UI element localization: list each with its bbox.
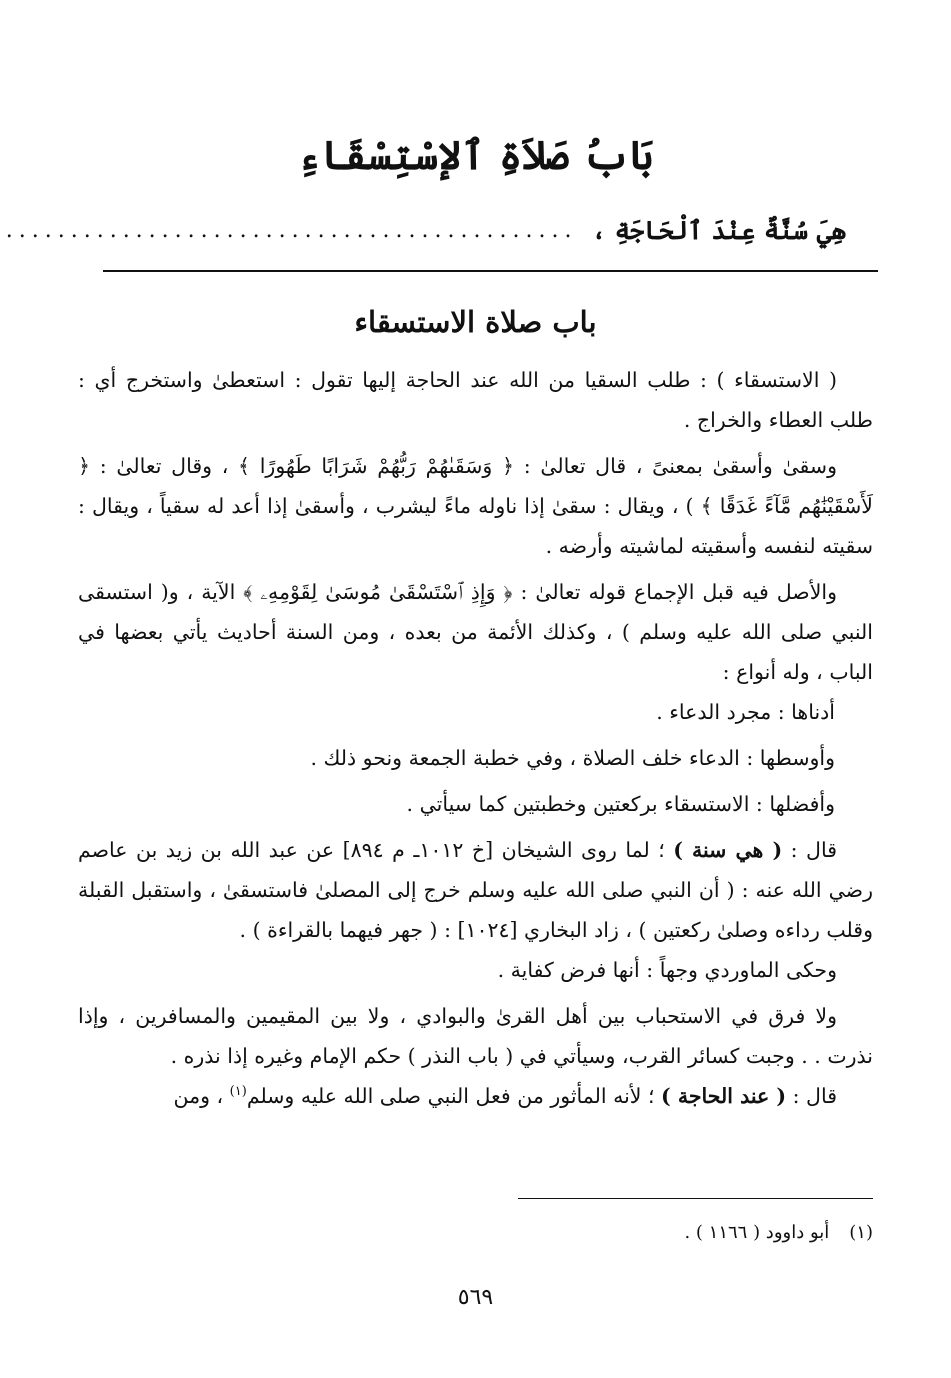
matn-dots: ............................................ — [5, 217, 578, 243]
list-item-middle: وأوسطها : الدعاء خلف الصلاة ، وفي خطبة الجمعة ونحو ذلك . — [310, 746, 835, 770]
commentary-body — [78, 360, 873, 1116]
paragraph-definition: ( الاستسقاء ) : طلب السقيا من الله عند الحاجة إليها تقول : استعطىٰ واستخرج أي : طلب العطاء والخراج . — [78, 368, 873, 432]
chapter-title: بَابُ صَلاَةِ ٱلإسْتِسْقَاءِ — [297, 132, 654, 179]
paragraph-need: قال : ( عند الحاجة ) ؛ لأنه المأثور من فعل النبي صلى الله عليه وسلم$^{(١)}$ ، ومن — [173, 1084, 837, 1108]
footnote-divider — [518, 1198, 873, 1199]
matn-quote: ( هي سنة ) — [673, 838, 783, 862]
footnote-text: أبو داوود ( ١١٦٦ ) . — [684, 1222, 830, 1243]
paragraph-mawardi: وحكى الماوردي وجهاً : أنها فرض كفاية . — [497, 958, 837, 982]
paragraph-no-difference: ولا فرق في الاستحباب بين أهل القرىٰ والبوادي ، ولا بين المقيمين والمسافرين ، وإذا نذرت . . وجبت كسائر القرب، وسيأتي في ( باب النذر ) حكم الإمام وغيره إذا نذره . — [78, 1004, 873, 1068]
footnote-marker[interactable]: (١) — [229, 1084, 247, 1100]
page-number: ٥٦٩ — [457, 1285, 494, 1310]
matn-quote: ( عند الحاجة ) — [661, 1084, 787, 1108]
list-item-best: وأفضلها : الاستسقاء بركعتين وخطبتين كما سيأتي . — [406, 792, 835, 816]
footnote-number: (١) — [849, 1222, 873, 1243]
footnote — [373, 1218, 873, 1248]
section-title: باب صلاة الاستسقاء — [354, 305, 597, 339]
matn-line — [5, 210, 846, 250]
matn-text: هِيَ سُنَّةٌ عِنْدَ ٱلْحَاجَةِ ، — [591, 215, 846, 245]
list-item-lowest: أدناها : مجرد الدعاء . — [656, 700, 835, 724]
paragraph-linguistic: وسقىٰ وأسقىٰ بمعنىً ، قال تعالىٰ : ﴿ وَسَقَىٰهُمْ رَبُّهُمْ شَرَابًا طَهُورًا ﴾ ، وقال تعالىٰ : ﴿ لَأَسْقَيْنَٰهُم مَّآءً غَدَقًا ﴾ ) ، ويقال : سقىٰ إذا ناوله ماءً ليشرب ، وأسقىٰ إذا أعد له سقياً ، ويقال : سقيته لنفسه وأسقيته لماشيته وأرضه . — [78, 454, 873, 558]
matn-divider — [103, 270, 878, 272]
paragraph-evidence: والأصل فيه قبل الإجماع قوله تعالىٰ : ﴿ وَإِذِ ٱسْتَسْقَىٰ مُوسَىٰ لِقَوْمِهِۦ ﴾ الآية ، و( استسقى النبي صلى الله عليه وسلم ) ، وكذلك الأئمة من بعده ، ومن السنة أحاديث يأتي بعضها في الباب ، وله أنواع : — [78, 580, 873, 684]
paragraph-sunnah-hadith: قال : ( هي سنة ) ؛ لما روى الشيخان [خ ١٠١٢ـ م ٨٩٤] عن عبد الله بن زيد بن عاصم رضي الله عنه : ( أن النبي صلى الله عليه وسلم خرج إلى المصلىٰ فاستسقىٰ ، واستقبل القبلة وقلب رداءه وصلىٰ ركعتين ) ، زاد البخاري [١٠٢٤] : ( جهر فيهما بالقراءة ) . — [78, 838, 873, 942]
